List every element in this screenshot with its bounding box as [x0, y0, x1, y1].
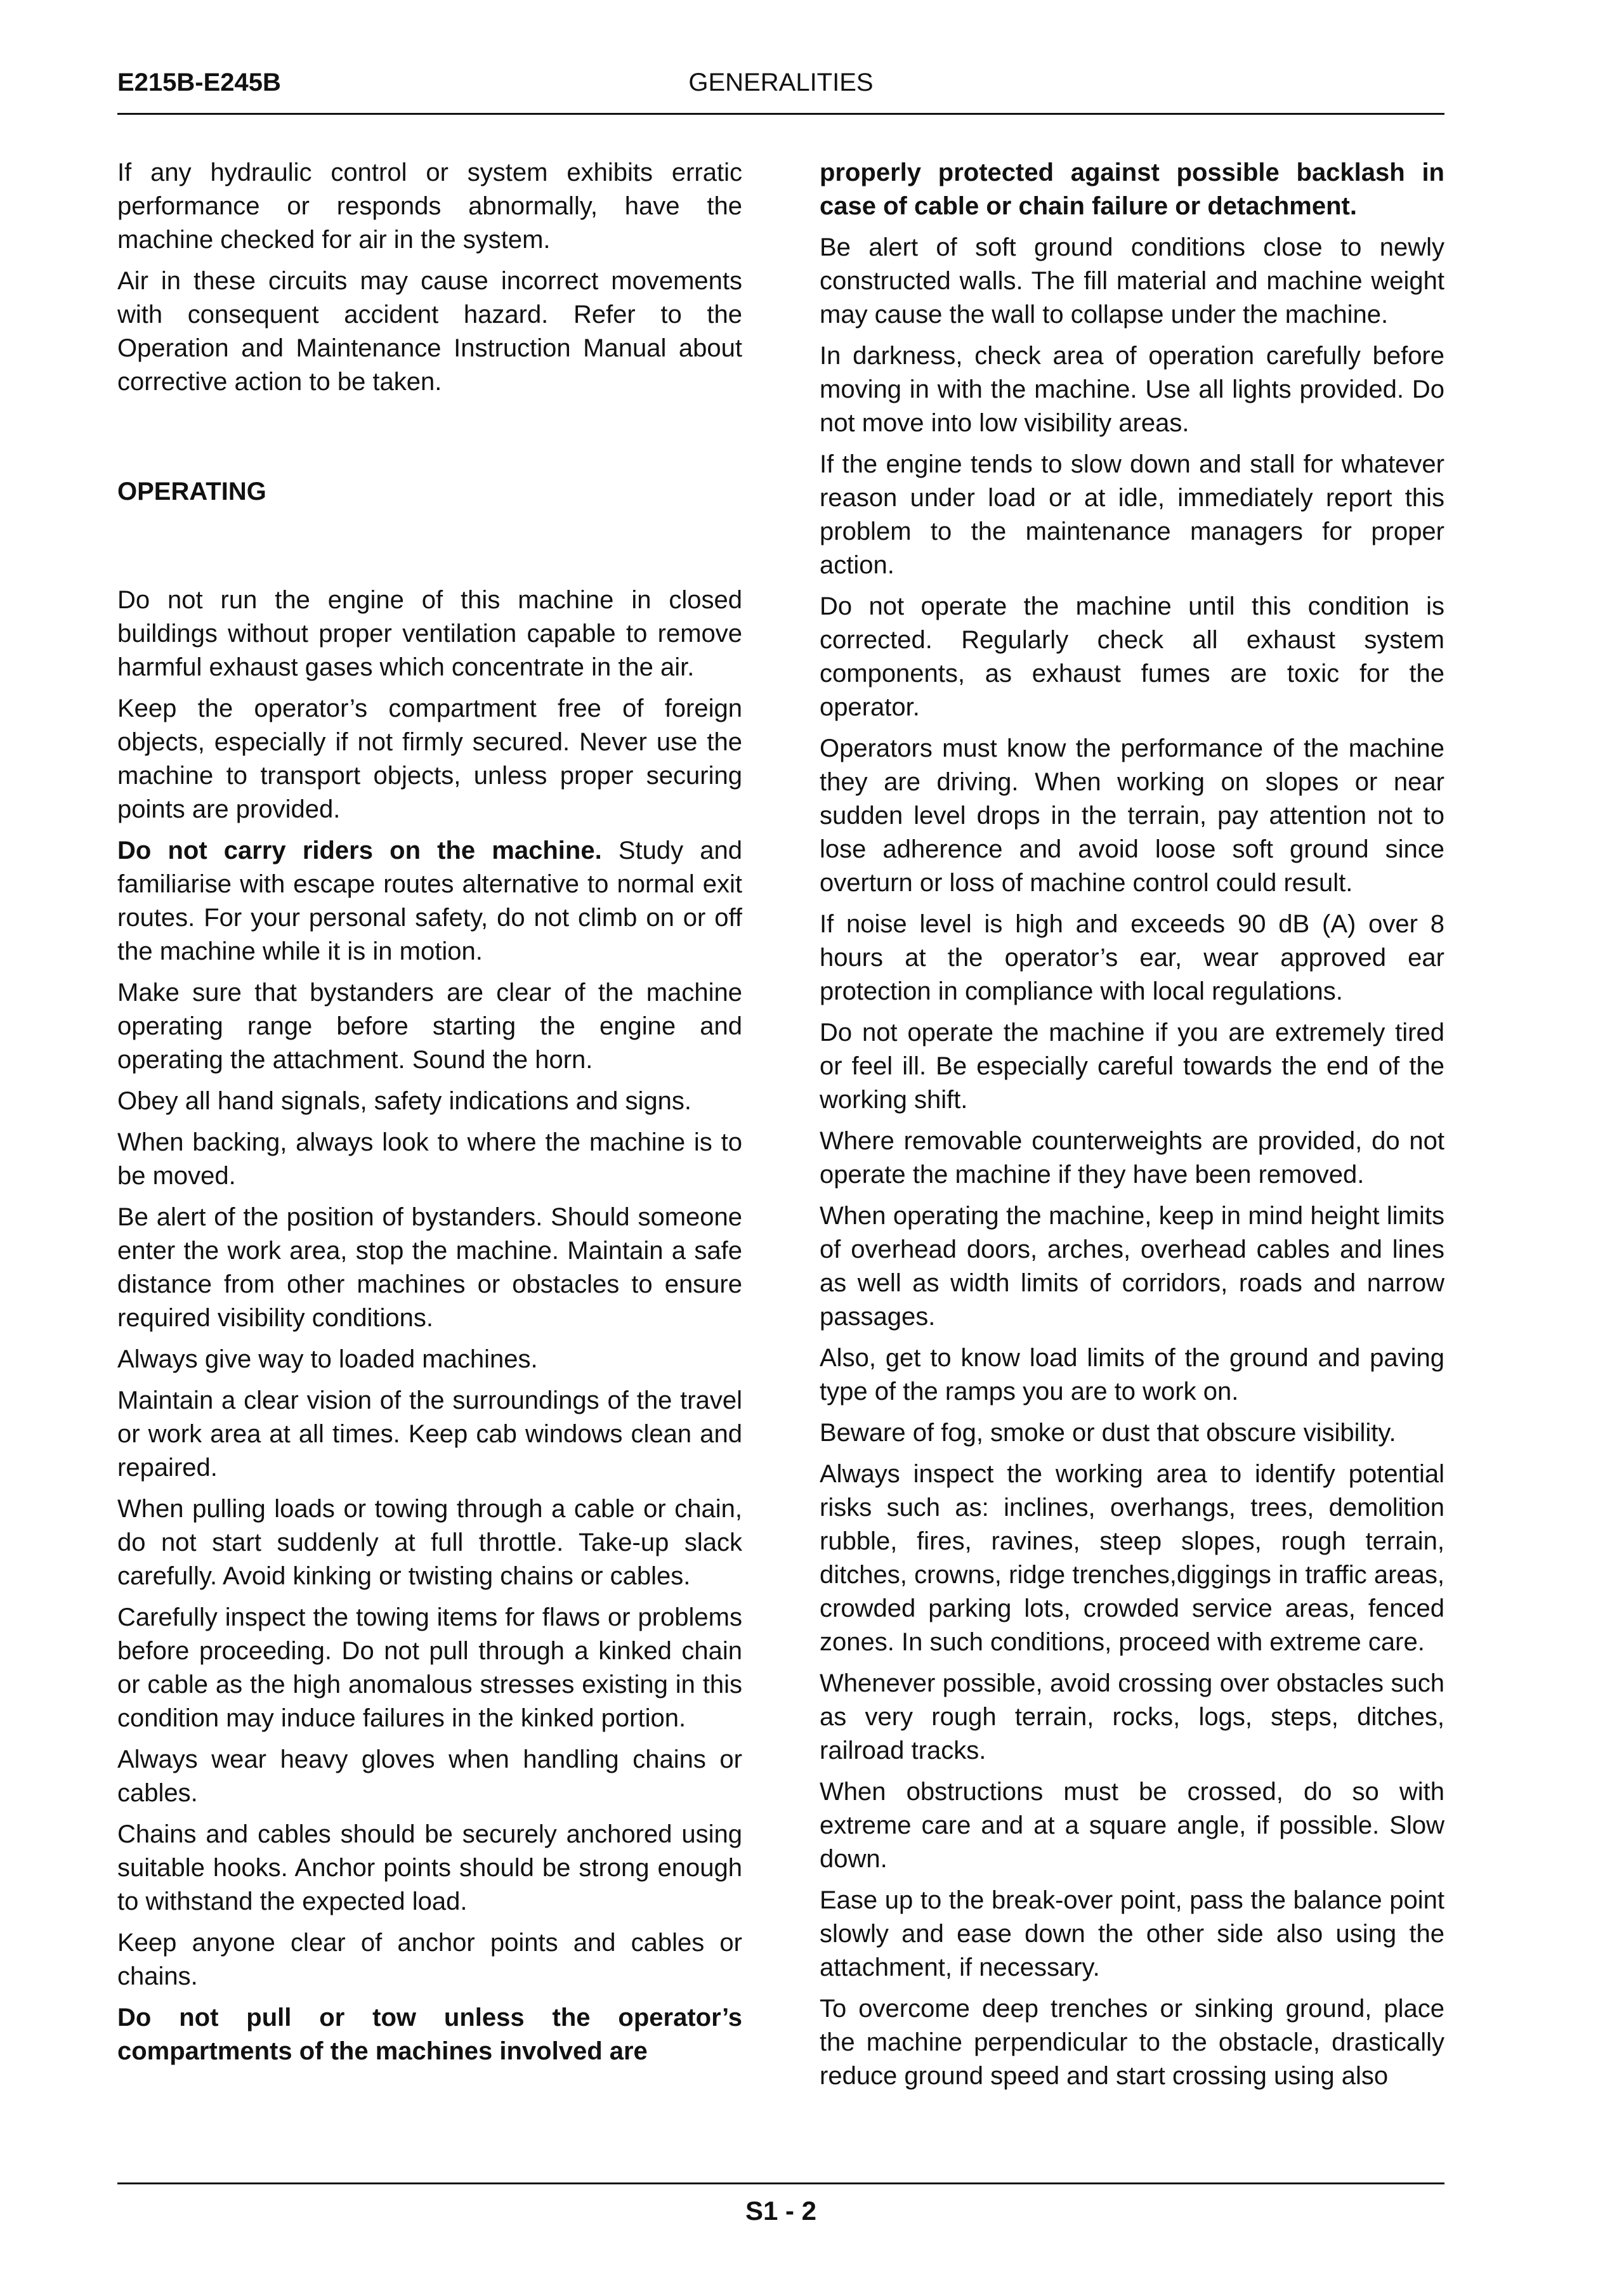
paragraph-text: Study and familiarise with escape routes alternative to normal exit routes. For your personal safety, do not climb on or off the machine while it is in motion. — [117, 837, 742, 965]
paragraph: Chains and cables should be securely anchored using suitable hooks. Anchor points should be strong enough to withstand the expected load. — [117, 1820, 742, 1915]
paragraph: To overcome deep trenches or sinking ground, place the machine perpendicular to the obstacle, drastically reduce ground speed and start crossing using also — [820, 1995, 1444, 2090]
paragraph: Carefully inspect the towing items for flaws or problems before proceeding. Do not pull through a kinked chain or cable as the high anomalous stresses existing in this condition may induce failures in the kinked portion. — [117, 1603, 742, 1732]
paragraph: Whenever possible, avoid crossing over obstacles such as very rough terrain, rocks, logs, steps, ditches, railroad tracks. — [820, 1669, 1444, 1764]
paragraph: If the engine tends to slow down and stall for whatever reason under load or at idle, immediately report this problem to the maintenance managers for proper action. — [820, 450, 1444, 579]
page-number: S1 - 2 — [745, 2196, 817, 2226]
left-column — [117, 156, 742, 2148]
paragraph: Air in these circuits may cause incorrect movements with consequent accident hazard. Refer to the Operation and Maintenance Instruction Manual about corrective action to be taken. — [117, 267, 742, 396]
paragraph: Make sure that bystanders are clear of the machine operating range before starting the engine and operating the attachment. Sound the horn. — [117, 979, 742, 1074]
paragraph-bold: properly protected against possible backlash in case of cable or chain failure or detachment. — [820, 159, 1444, 220]
paragraph: Do not operate the machine until this condition is corrected. Regularly check all exhaust system components, as exhaust fumes are toxic for the operator. — [820, 592, 1444, 721]
paragraph: When pulling loads or towing through a cable or chain, do not start suddenly at full throttle. Take-up slack carefully. Avoid kinking or twisting chains or cables. — [117, 1495, 742, 1590]
header-rule — [117, 113, 1444, 115]
right-column — [820, 156, 1444, 2148]
paragraph: Be alert of the position of bystanders. Should someone enter the work area, stop the machine. Maintain a safe distance from other machines or obstacles to ensure required visibility conditions. — [117, 1203, 742, 1332]
section-heading-operating: OPERATING — [117, 478, 266, 506]
header-section-title: GENERALITIES — [688, 68, 874, 96]
paragraph: If any hydraulic control or system exhibits erratic performance or responds abnormally, have the machine checked for air in the system. — [117, 159, 742, 254]
paragraph: Keep the operator’s compartment free of foreign objects, especially if not firmly secured. Never use the machine to transport objects, unless proper securing points are provided. — [117, 695, 742, 823]
paragraph: Do not run the engine of this machine in closed buildings without proper ventilation capable to remove harmful exhaust gases which concentrate in the air. — [117, 586, 742, 681]
paragraph-bold: Do not pull or tow unless the operator’s compartments of the machines involved are — [117, 2004, 742, 2065]
page-header — [117, 68, 1444, 107]
paragraph: Always inspect the working area to identify potential risks such as: inclines, overhangs, trees, demolition rubble, fires, ravines, steep slopes, rough terrain, ditches, crowns, ridge trenches,diggings in traffic areas, crowded parking lots, crowded service areas, fenced zones. In such conditions, proceed with extreme care. — [820, 1460, 1444, 1656]
bold-text: Do not carry riders on the machine. — [117, 837, 602, 864]
paragraph: Maintain a clear vision of the surroundings of the travel or work area at all times. Keep cab windows clean and repaired. — [117, 1386, 742, 1482]
paragraph: Also, get to know load limits of the ground and paving type of the ramps you are to work on. — [820, 1344, 1444, 1406]
paragraph: Always give way to loaded machines. — [117, 1345, 538, 1373]
paragraph: Obey all hand signals, safety indications and signs. — [117, 1087, 691, 1115]
paragraph — [117, 834, 742, 969]
paragraph: Ease up to the break-over point, pass the balance point slowly and ease down the other side also using the attachment, if necessary. — [820, 1886, 1444, 1981]
paragraph: Always wear heavy gloves when handling chains or cables. — [117, 1745, 742, 1807]
paragraph: In darkness, check area of operation carefully before moving in with the machine. Use all lights provided. Do not move into low visibility areas. — [820, 342, 1444, 437]
paragraph: Beware of fog, smoke or dust that obscure visibility. — [820, 1419, 1396, 1447]
paragraph: Do not operate the machine if you are extremely tired or feel ill. Be especially careful towards the end of the working shift. — [820, 1019, 1444, 1114]
paragraph: When operating the machine, keep in mind height limits of overhead doors, arches, overhead cables and lines as well as width limits of corridors, roads and narrow passages. — [820, 1202, 1444, 1331]
header-model: E215B-E245B — [117, 68, 281, 96]
paragraph: When obstructions must be crossed, do so with extreme care and at a square angle, if possible. Slow down. — [820, 1778, 1444, 1873]
footer-rule — [117, 2182, 1444, 2184]
paragraph: Be alert of soft ground conditions close to newly constructed walls. The fill material and machine weight may cause the wall to collapse under the machine. — [820, 233, 1444, 329]
paragraph: When backing, always look to where the machine is to be moved. — [117, 1128, 742, 1190]
paragraph: Keep anyone clear of anchor points and cables or chains. — [117, 1929, 742, 1990]
paragraph: If noise level is high and exceeds 90 dB (A) over 8 hours at the operator’s ear, wear approved ear protection in compliance with local regulations. — [820, 910, 1444, 1005]
paragraph: Operators must know the performance of the machine they are driving. When working on slopes or near sudden level drops in the terrain, pay attention not to lose adherence and avoid loose soft ground since overturn or loss of machine control could result. — [820, 734, 1444, 897]
paragraph: Where removable counterweights are provided, do not operate the machine if they have been removed. — [820, 1127, 1444, 1189]
